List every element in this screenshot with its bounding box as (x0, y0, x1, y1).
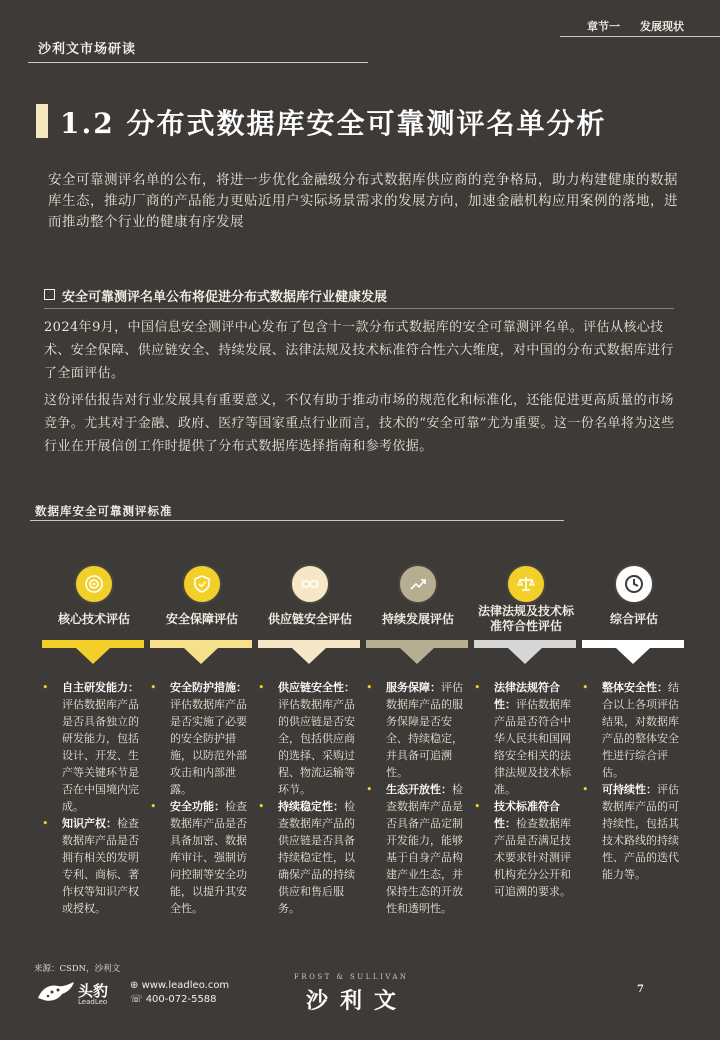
column-title: 持续发展评估 (381, 612, 454, 626)
item-text: 检查数据库产品的供应链是否具备持续稳定性，以确保产品的持续供应和售后服务。 (278, 800, 355, 915)
item-label: 整体安全性： (602, 681, 668, 694)
list-item: • 生态开放性：检查数据库产品是否具备产品定制开发能力，能够基于自身产品构建产业生态，并保持生态的开放性和透明性。 (366, 783, 463, 915)
compliance-icon (506, 564, 546, 604)
list-item: • 可持续性：评估数据库产品的可持续性，包括其技术路线的持续性、产品的迭代能力等。 (582, 783, 679, 881)
item-label: 可持续性： (602, 783, 657, 796)
list-item: • 法律法规符合性：评估数据库产品是否符合中华人民共和国网络安全相关的法律法规及技术标准。 (474, 681, 571, 796)
list-item: • 服务保障：评估数据库产品的服务保障是否安全、持续稳定，并具备可追溯性。 (366, 681, 463, 779)
brand-title: 沙利文市场研读 (38, 42, 137, 57)
intro-paragraph: 安全可靠测评名单的公布，将进一步优化金融级分布式数据库供应商的竞争格局，助力构建健康的数据库生态，推动厂商的产品能力更贴近用户实际场景需求的发展方向，加速金融机构应用案例的落地，进而推动整个行业的健康有序发展 (48, 172, 678, 230)
item-label: 供应链安全性： (278, 681, 355, 694)
phone-text: 400-072-5588 (145, 994, 217, 1005)
item-text: 评估数据库产品的供应链是否安全，包括供应商的选择、采购过程、物流运输等环节。 (278, 698, 355, 796)
body-paragraph-1: 2024年9月，中国信息安全测评中心发布了包含十一款分布式数据库的安全可靠测评名单。评估从核心技术、安全保障、供应链安全、持续发展、法律法规及技术标准符合性六大维度，对中国的分布式数据库进行了全面评估。 (44, 320, 674, 381)
column-title: 供应链安全评估 (267, 612, 352, 626)
item-text: 检查数据库产品是否具备加密、数据库审计、强制访问控制等安全功能，以提升其安全性。 (170, 800, 247, 915)
source-note: 来源：CSDN，沙利文 (34, 964, 121, 974)
column-band (366, 640, 468, 648)
item-label: 生态开放性： (386, 783, 452, 796)
item-text: 结合以上各项评估结果，对数据库产品的整体安全性进行综合评估。 (602, 681, 679, 779)
list-item: • 整体安全性：结合以上各项评估结果，对数据库产品的整体安全性进行综合评估。 (582, 681, 679, 779)
item-text: 评估数据库产品是否实施了必要的安全防护措施，以防范外部攻击和内部泄露。 (170, 698, 247, 796)
item-text: 检查数据库产品是否满足技术要求针对测评机构充分公开和可追溯的要求。 (494, 817, 571, 898)
column-description (366, 679, 470, 917)
comprehensive-icon (614, 564, 654, 604)
column-band (474, 640, 576, 648)
column-pointer (184, 648, 218, 664)
frost-sullivan-wordmark: FROST & SULLIVAN (294, 973, 409, 981)
globe-icon: ⊕ (130, 980, 142, 991)
column-description (258, 679, 362, 917)
sustainability-icon (398, 564, 438, 604)
item-label: 服务保障： (386, 681, 441, 694)
core-tech-icon (74, 564, 114, 604)
subheading: 安全可靠测评名单公布将促进分布式数据库行业健康发展 (62, 290, 388, 305)
list-item: • 持续稳定性：检查数据库产品的供应链是否具备持续稳定性，以确保产品的持续供应和售后服务。 (258, 800, 355, 915)
list-item: • 安全防护措施：评估数据库产品是否实施了必要的安全防护措施，以防范外部攻击和内部泄露。 (150, 681, 247, 796)
item-text: 评估数据库产品是否符合中华人民共和国网络安全相关的法律法规及技术标准。 (494, 698, 571, 796)
logo-en: LeadLeo (78, 998, 108, 1006)
website-link[interactable] (130, 980, 229, 991)
item-label: 自主研发能力： (62, 681, 139, 694)
column-title: 核心技术评估 (57, 612, 130, 626)
header-divider (28, 62, 368, 63)
column-pointer (76, 648, 110, 664)
item-label: 持续稳定性： (278, 800, 344, 813)
sullivan-logo-cn: 沙利文 (306, 988, 409, 1014)
item-label: 知识产权： (62, 817, 117, 830)
column-band (582, 640, 684, 648)
item-label: 技术标准符合性： (494, 800, 560, 830)
chapter-number: 章节一 (587, 20, 620, 33)
logo-cn: 头豹 (78, 982, 109, 1000)
column-band (42, 640, 144, 648)
page-number: 7 (637, 984, 644, 995)
checkbox-bullet-icon (44, 289, 55, 300)
website-text: www.leadleo.com (141, 980, 230, 991)
list-item: • 知识产权：检查数据库产品是否拥有相关的发明专利、商标、著作权等知识产权或授权。 (42, 817, 139, 915)
chapter-divider (560, 36, 720, 37)
item-text: 评估数据库产品是否具备独立的研发能力，包括设计、开发、生产等关键环节是否在中国境内完成。 (62, 698, 139, 813)
page-title: 1.2 分布式数据库安全可靠测评名单分析 (60, 107, 607, 140)
phone-icon: ☏ (130, 994, 146, 1005)
list-item: • 自主研发能力：评估数据库产品是否具备独立的研发能力，包括设计、开发、生产等关键环节是否在中国境内完成。 (42, 681, 139, 813)
column-pointer (292, 648, 326, 664)
list-item: • 供应链安全性：评估数据库产品的供应链是否安全，包括供应商的选择、采购过程、物流运输等环节。 (258, 681, 355, 796)
leopard-logo-icon (36, 978, 76, 1006)
column-band (150, 640, 252, 648)
leadleo-footer (34, 976, 254, 1012)
item-text: 检查数据库产品是否拥有相关的发明专利、商标、著作权等知识产权或授权。 (62, 817, 139, 915)
item-label: 法律法规符合性： (494, 681, 560, 711)
item-text: 评估数据库产品的服务保障是否安全、持续稳定，并具备可追溯性。 (386, 681, 463, 779)
column-title: 安全保障评估 (165, 612, 238, 626)
item-text: 评估数据库产品的可持续性，包括其技术路线的持续性、产品的迭代能力等。 (602, 783, 679, 881)
subheading-divider (44, 308, 674, 309)
column-band (258, 640, 360, 648)
item-text: 检查数据库产品是否具备产品定制开发能力，能够基于自身产品构建产业生态，并保持生态的开放性和透明性。 (386, 783, 463, 915)
column-title: 综合评估 (609, 612, 658, 626)
list-item: • 技术标准符合性：检查数据库产品是否满足技术要求针对测评机构充分公开和可追溯的要求。 (474, 800, 571, 898)
section-divider (30, 520, 564, 521)
security-icon (182, 564, 222, 604)
item-label: 安全防护措施： (170, 681, 247, 694)
column-description (474, 679, 578, 900)
column-description (582, 679, 686, 883)
supply-chain-icon (290, 564, 330, 604)
column-pointer (508, 648, 542, 664)
column-title: 法律法规及技术标准符合性评估 (477, 604, 574, 633)
chapter-section: 发展现状 (640, 20, 684, 33)
item-label: 安全功能： (170, 800, 225, 813)
column-pointer (400, 648, 434, 664)
title-accent-bar (36, 104, 48, 138)
phone-number (130, 994, 217, 1005)
section-label: 数据库安全可靠测评标准 (35, 504, 173, 518)
chapter-label (567, 18, 684, 34)
column-pointer (616, 648, 650, 664)
body-paragraph-2: 这份评估报告对行业发展具有重要意义，不仅有助于推动市场的规范化和标准化，还能促进更高质量的市场竞争。尤其对于金融、政府、医疗等国家重点行业而言，技术的“安全可靠”尤为重要。这一份名单将为这些行业在开展信创工作时提供了分布式数据库选择指南和参考依据。 (44, 393, 675, 454)
column-description (150, 679, 254, 917)
list-item: • 安全功能：检查数据库产品是否具备加密、数据库审计、强制访问控制等安全功能，以提升其安全性。 (150, 800, 247, 915)
column-description (42, 679, 146, 917)
